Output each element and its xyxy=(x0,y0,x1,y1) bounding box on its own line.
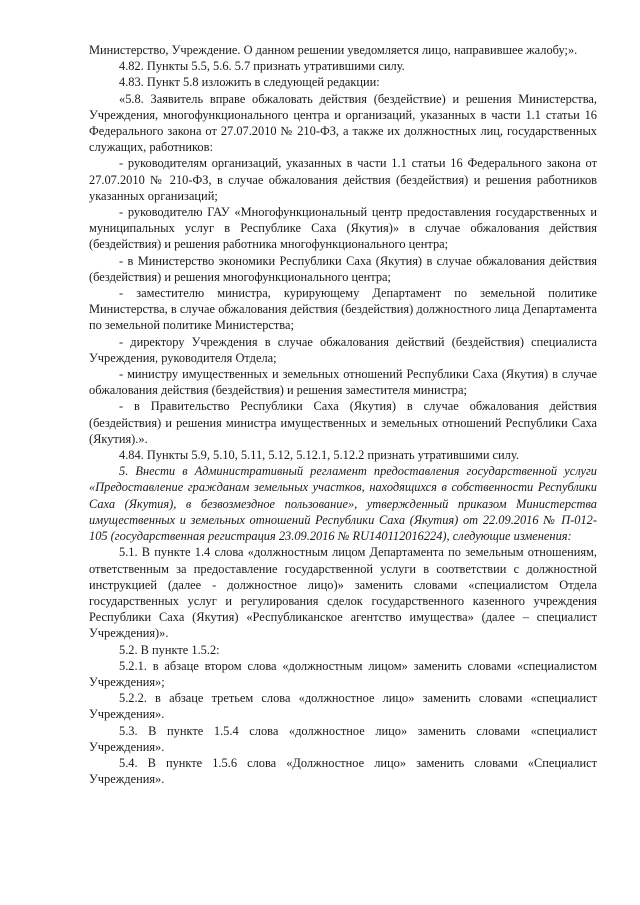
paragraph-5-3: 5.3. В пункте 1.5.4 слова «должностное лицо» заменить словами «специалист Учреждения». xyxy=(89,723,597,754)
paragraph-5-2: 5.2. В пункте 1.5.2: xyxy=(119,642,220,657)
paragraph-4-83: 4.83. Пункт 5.8 изложить в следующей редакции: xyxy=(119,75,380,90)
paragraph-5-4: 5.4. В пункте 1.5.6 слова «Должностное лицо» заменить словами «Специалист Учреждения». xyxy=(89,755,597,787)
paragraph-4-84: 4.84. Пункты 5.9, 5.10, 5.11, 5.12, 5.12.1, 5.12.2 признать утратившими силу. xyxy=(119,448,519,463)
paragraph-5-8: «5.8. Заявитель вправе обжаловать действия (бездействие) и решения Министерства, Учреждения, многофункционального центра и организаций, указанных в части 1.1 статьи 16 Федерального закона от 27.07.2010 № 210-ФЗ, а также их должностных лиц, государственных служащих, работников: xyxy=(89,91,597,155)
list-item-mfc-head: - руководителю ГАУ «Многофункциональный центр предоставления государственных и муниципальных услуг в Республике Саха (Якутия)» в случае обжалования действия (бездействия) и решения работника многофункционального центра; xyxy=(89,205,597,252)
list-item-minister: - министру имущественных и земельных отношений Республики Саха (Якутия) в случае обжалования действия (бездействия) и решения заместителя министра; xyxy=(89,367,597,398)
list-item-organizations: - руководителям организаций, указанных в части 1.1 статьи 16 Федерального закона от 27.07.2010 № 210-ФЗ, в случае обжалования действия (бездействия) и решения работников указанных организаций; xyxy=(89,156,597,203)
list-item-director: - директору Учреждения в случае обжалования действий (бездействия) специалиста Учреждения, руководителя Отдела; xyxy=(89,334,597,365)
document-body xyxy=(89,42,597,787)
paragraph-5-2-1: 5.2.1. в абзаце втором слова «должностным лицом» заменить словами «специалистом Учреждения»; xyxy=(89,658,597,689)
paragraph-continuation: Министерство, Учреждение. О данном решении уведомляется лицо, направившее жалобу;». xyxy=(89,43,578,57)
paragraph-4-82: 4.82. Пункты 5.5, 5.6. 5.7 признать утратившими силу. xyxy=(119,59,405,74)
list-item-ministry-economy: - в Министерство экономики Республики Саха (Якутия) в случае обжалования действия (бездействия) и решения многофункционального центра; xyxy=(89,253,597,284)
paragraph-5-1: 5.1. В пункте 1.4 слова «должностным лицом Департамента по земельным отношениям, ответственным за предоставление государственной услуги в соответствии с должностной инструкцией (далее - должностное лицо)» заменить словами «специалистом Отдела государственных услуг и регулирования сделок государственного казенного учреждения Республики Саха (Якутия) «Республиканское агентство имущества» (далее – специалист Учреждения)». xyxy=(89,545,597,641)
list-item-government: - в Правительство Республики Саха (Якутия) в случае обжалования действия (бездействия) и решения министра имущественных и земельных отношений Республики Саха (Якутия).». xyxy=(89,399,597,446)
paragraph-5-intro: 5. Внести в Административный регламент предоставления государственной услуги «Предоставление гражданам земельных участков, находящихся в собственности Республики Саха (Якутия), в безвозмездное пользование», утвержденный приказом Министерства имущественных и земельных отношений Республики Саха (Якутия) от 22.09.2016 № П-012-105 (государственная регистрация 23.09.2016 № RU140112016224), следующие изменения: xyxy=(89,464,597,544)
list-item-deputy-minister: - заместителю министра, курирующему Департамент по земельной политике Министерства, в случае обжалования действия (бездействия) должностного лица Департамента по земельной политике Министерства; xyxy=(89,286,597,333)
paragraph-5-2-2: 5.2.2. в абзаце третьем слова «должностное лицо» заменить словами «специалист Учреждения». xyxy=(89,691,597,722)
